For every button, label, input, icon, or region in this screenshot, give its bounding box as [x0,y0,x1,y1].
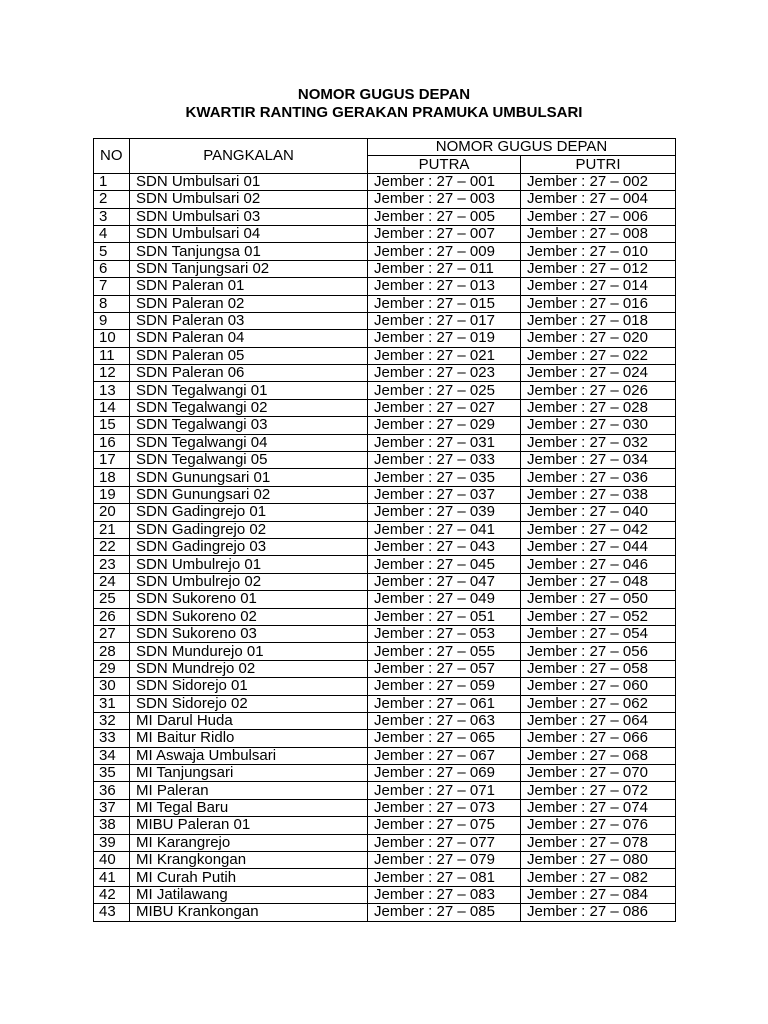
cell-putri: Jember : 27 – 072 [521,782,676,799]
table-row [94,834,676,851]
table-row [94,399,676,416]
table-row [94,521,676,538]
cell-putri: Jember : 27 – 050 [521,591,676,608]
cell-pangkalan: SDN Gadingrejo 02 [130,521,368,538]
cell-putra: Jember : 27 – 041 [368,521,521,538]
cell-putra: Jember : 27 – 009 [368,243,521,260]
cell-pangkalan: SDN Paleran 06 [130,365,368,382]
cell-pangkalan: SDN Sukoreno 02 [130,608,368,625]
header-putra: PUTRA [368,156,521,173]
table-row [94,643,676,660]
gugus-depan-table [93,138,676,922]
header-no: NO [94,139,130,174]
cell-putra: Jember : 27 – 049 [368,591,521,608]
cell-putra: Jember : 27 – 075 [368,817,521,834]
table-row [94,869,676,886]
cell-no: 29 [94,660,130,677]
table-row [94,191,676,208]
cell-pangkalan: SDN Gunungsari 02 [130,486,368,503]
cell-pangkalan: MI Jatilawang [130,886,368,903]
table-row [94,747,676,764]
cell-pangkalan: MI Krangkongan [130,852,368,869]
cell-pangkalan: SDN Gunungsari 01 [130,469,368,486]
cell-putri: Jember : 27 – 030 [521,417,676,434]
table-row [94,243,676,260]
cell-no: 27 [94,625,130,642]
cell-pangkalan: SDN Gadingrejo 01 [130,504,368,521]
cell-no: 9 [94,312,130,329]
table-row [94,817,676,834]
cell-putri: Jember : 27 – 048 [521,573,676,590]
cell-no: 37 [94,799,130,816]
table-row [94,486,676,503]
cell-putra: Jember : 27 – 005 [368,208,521,225]
cell-pangkalan: SDN Paleran 04 [130,330,368,347]
cell-putri: Jember : 27 – 024 [521,365,676,382]
cell-putra: Jember : 27 – 027 [368,399,521,416]
cell-pangkalan: SDN Sukoreno 03 [130,625,368,642]
table-row [94,573,676,590]
cell-putra: Jember : 27 – 077 [368,834,521,851]
cell-putri: Jember : 27 – 046 [521,556,676,573]
cell-pangkalan: SDN Paleran 01 [130,278,368,295]
table-row [94,417,676,434]
table-row [94,452,676,469]
cell-no: 14 [94,399,130,416]
table-row [94,591,676,608]
table-row [94,556,676,573]
cell-putra: Jember : 27 – 083 [368,886,521,903]
cell-pangkalan: SDN Tanjungsa 01 [130,243,368,260]
table-row [94,712,676,729]
cell-putri: Jember : 27 – 040 [521,504,676,521]
cell-putra: Jember : 27 – 003 [368,191,521,208]
table-row [94,382,676,399]
cell-pangkalan: MI Paleran [130,782,368,799]
cell-putra: Jember : 27 – 063 [368,712,521,729]
cell-putri: Jember : 27 – 086 [521,904,676,921]
cell-no: 5 [94,243,130,260]
cell-putri: Jember : 27 – 016 [521,295,676,312]
cell-no: 23 [94,556,130,573]
cell-putri: Jember : 27 – 008 [521,225,676,242]
cell-pangkalan: SDN Mundrejo 02 [130,660,368,677]
cell-putri: Jember : 27 – 058 [521,660,676,677]
table-row [94,225,676,242]
table-row [94,278,676,295]
cell-putri: Jember : 27 – 010 [521,243,676,260]
cell-pangkalan: MI Curah Putih [130,869,368,886]
cell-no: 6 [94,260,130,277]
cell-pangkalan: SDN Tanjungsari 02 [130,260,368,277]
cell-putra: Jember : 27 – 035 [368,469,521,486]
cell-putra: Jember : 27 – 015 [368,295,521,312]
cell-putra: Jember : 27 – 043 [368,538,521,555]
table-row [94,330,676,347]
table-body [94,173,676,921]
cell-no: 26 [94,608,130,625]
cell-no: 18 [94,469,130,486]
cell-putri: Jember : 27 – 070 [521,765,676,782]
cell-putra: Jember : 27 – 007 [368,225,521,242]
cell-putra: Jember : 27 – 045 [368,556,521,573]
table-row [94,678,676,695]
cell-putri: Jember : 27 – 022 [521,347,676,364]
cell-pangkalan: SDN Paleran 03 [130,312,368,329]
cell-putri: Jember : 27 – 036 [521,469,676,486]
cell-pangkalan: MI Karangrejo [130,834,368,851]
cell-putri: Jember : 27 – 042 [521,521,676,538]
cell-putra: Jember : 27 – 013 [368,278,521,295]
cell-pangkalan: SDN Umbulrejo 01 [130,556,368,573]
cell-no: 1 [94,173,130,190]
cell-no: 3 [94,208,130,225]
cell-pangkalan: MI Darul Huda [130,712,368,729]
cell-putra: Jember : 27 – 033 [368,452,521,469]
cell-putri: Jember : 27 – 038 [521,486,676,503]
table-row [94,469,676,486]
cell-pangkalan: MI Aswaja Umbulsari [130,747,368,764]
table-row [94,365,676,382]
cell-putri: Jember : 27 – 002 [521,173,676,190]
header-pangkalan: PANGKALAN [130,139,368,174]
cell-putri: Jember : 27 – 084 [521,886,676,903]
cell-putra: Jember : 27 – 057 [368,660,521,677]
cell-putri: Jember : 27 – 026 [521,382,676,399]
table-row [94,904,676,921]
cell-putra: Jember : 27 – 067 [368,747,521,764]
cell-pangkalan: SDN Tegalwangi 04 [130,434,368,451]
cell-putri: Jember : 27 – 060 [521,678,676,695]
cell-pangkalan: SDN Umbulsari 04 [130,225,368,242]
cell-putra: Jember : 27 – 069 [368,765,521,782]
cell-pangkalan: SDN Tegalwangi 05 [130,452,368,469]
cell-pangkalan: SDN Umbulsari 03 [130,208,368,225]
cell-no: 36 [94,782,130,799]
cell-pangkalan: SDN Umbulrejo 02 [130,573,368,590]
table-row [94,434,676,451]
table-row [94,504,676,521]
cell-pangkalan: SDN Tegalwangi 03 [130,417,368,434]
cell-pangkalan: SDN Sukoreno 01 [130,591,368,608]
cell-pangkalan: MI Tanjungsari [130,765,368,782]
cell-putri: Jember : 27 – 064 [521,712,676,729]
cell-no: 13 [94,382,130,399]
cell-pangkalan: SDN Mundurejo 01 [130,643,368,660]
cell-no: 43 [94,904,130,921]
cell-no: 10 [94,330,130,347]
cell-no: 30 [94,678,130,695]
cell-putri: Jember : 27 – 062 [521,695,676,712]
table-row [94,347,676,364]
table-row [94,608,676,625]
cell-no: 19 [94,486,130,503]
cell-no: 20 [94,504,130,521]
cell-putra: Jember : 27 – 025 [368,382,521,399]
table-header [94,139,676,174]
cell-pangkalan: MI Baitur Ridlo [130,730,368,747]
table-row [94,312,676,329]
document-title: NOMOR GUGUS DEPAN [297,86,471,103]
cell-no: 2 [94,191,130,208]
cell-no: 42 [94,886,130,903]
cell-putra: Jember : 27 – 055 [368,643,521,660]
cell-pangkalan: SDN Tegalwangi 01 [130,382,368,399]
cell-pangkalan: MIBU Paleran 01 [130,817,368,834]
cell-putri: Jember : 27 – 080 [521,852,676,869]
cell-putra: Jember : 27 – 065 [368,730,521,747]
table-row [94,852,676,869]
cell-putra: Jember : 27 – 017 [368,312,521,329]
cell-putri: Jember : 27 – 028 [521,399,676,416]
cell-no: 33 [94,730,130,747]
cell-no: 22 [94,538,130,555]
cell-putra: Jember : 27 – 047 [368,573,521,590]
cell-no: 40 [94,852,130,869]
table-row [94,765,676,782]
table-row [94,660,676,677]
cell-putra: Jember : 27 – 073 [368,799,521,816]
cell-no: 8 [94,295,130,312]
header-putri: PUTRI [521,156,676,173]
cell-putri: Jember : 27 – 082 [521,869,676,886]
cell-no: 32 [94,712,130,729]
cell-pangkalan: SDN Sidorejo 02 [130,695,368,712]
cell-no: 12 [94,365,130,382]
cell-no: 25 [94,591,130,608]
cell-no: 31 [94,695,130,712]
cell-putra: Jember : 27 – 001 [368,173,521,190]
cell-pangkalan: SDN Sidorejo 01 [130,678,368,695]
cell-pangkalan: MI Tegal Baru [130,799,368,816]
cell-putra: Jember : 27 – 051 [368,608,521,625]
cell-putra: Jember : 27 – 071 [368,782,521,799]
cell-putri: Jember : 27 – 004 [521,191,676,208]
table-row [94,782,676,799]
cell-putra: Jember : 27 – 023 [368,365,521,382]
cell-pangkalan: MIBU Krankongan [130,904,368,921]
cell-pangkalan: SDN Umbulsari 02 [130,191,368,208]
cell-putri: Jember : 27 – 018 [521,312,676,329]
cell-putri: Jember : 27 – 054 [521,625,676,642]
cell-putri: Jember : 27 – 014 [521,278,676,295]
cell-no: 21 [94,521,130,538]
table-row [94,695,676,712]
cell-putra: Jember : 27 – 059 [368,678,521,695]
cell-putra: Jember : 27 – 031 [368,434,521,451]
table-row [94,625,676,642]
table-row [94,173,676,190]
cell-no: 4 [94,225,130,242]
cell-no: 39 [94,834,130,851]
cell-putri: Jember : 27 – 068 [521,747,676,764]
cell-putri: Jember : 27 – 012 [521,260,676,277]
table-row [94,295,676,312]
cell-no: 7 [94,278,130,295]
cell-putri: Jember : 27 – 034 [521,452,676,469]
header-nomor-gugus-depan: NOMOR GUGUS DEPAN [368,139,676,156]
cell-no: 15 [94,417,130,434]
cell-no: 16 [94,434,130,451]
table-row [94,260,676,277]
cell-putra: Jember : 27 – 011 [368,260,521,277]
cell-no: 34 [94,747,130,764]
cell-putra: Jember : 27 – 019 [368,330,521,347]
cell-putra: Jember : 27 – 079 [368,852,521,869]
cell-pangkalan: SDN Gadingrejo 03 [130,538,368,555]
table-row [94,886,676,903]
cell-putri: Jember : 27 – 006 [521,208,676,225]
cell-putri: Jember : 27 – 052 [521,608,676,625]
cell-no: 35 [94,765,130,782]
cell-putri: Jember : 27 – 076 [521,817,676,834]
cell-putri: Jember : 27 – 020 [521,330,676,347]
cell-no: 24 [94,573,130,590]
cell-putri: Jember : 27 – 078 [521,834,676,851]
document-subtitle: KWARTIR RANTING GERAKAN PRAMUKA UMBULSARI [185,104,583,121]
cell-putri: Jember : 27 – 056 [521,643,676,660]
table-row [94,538,676,555]
cell-putra: Jember : 27 – 081 [368,869,521,886]
cell-putra: Jember : 27 – 085 [368,904,521,921]
cell-no: 28 [94,643,130,660]
cell-putra: Jember : 27 – 053 [368,625,521,642]
cell-putri: Jember : 27 – 066 [521,730,676,747]
cell-pangkalan: SDN Paleran 02 [130,295,368,312]
cell-putra: Jember : 27 – 061 [368,695,521,712]
cell-putra: Jember : 27 – 021 [368,347,521,364]
cell-pangkalan: SDN Tegalwangi 02 [130,399,368,416]
table-row [94,208,676,225]
cell-no: 41 [94,869,130,886]
cell-no: 17 [94,452,130,469]
cell-no: 38 [94,817,130,834]
cell-putra: Jember : 27 – 029 [368,417,521,434]
cell-pangkalan: SDN Paleran 05 [130,347,368,364]
cell-no: 11 [94,347,130,364]
cell-putri: Jember : 27 – 044 [521,538,676,555]
table-row [94,799,676,816]
cell-putri: Jember : 27 – 074 [521,799,676,816]
table-row [94,730,676,747]
cell-pangkalan: SDN Umbulsari 01 [130,173,368,190]
cell-putra: Jember : 27 – 037 [368,486,521,503]
cell-putri: Jember : 27 – 032 [521,434,676,451]
cell-putra: Jember : 27 – 039 [368,504,521,521]
